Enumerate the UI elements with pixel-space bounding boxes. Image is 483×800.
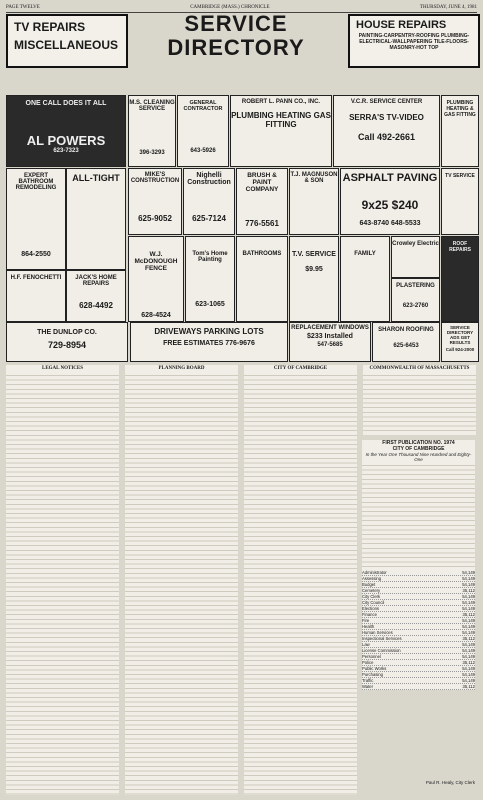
ad-windows-phone: 547-5685 [317,342,343,348]
ad-mikes-construction [128,168,182,235]
table-row-label: Police [362,660,374,665]
table-row-value: 54,149 [462,594,475,599]
table-row-label: Law [362,642,370,647]
ad-windows-title: REPLACEMENT WINDOWS [291,325,369,331]
title-line2: DIRECTORY [167,35,305,60]
ad-replacement-windows [289,322,371,362]
ad-plastering-phone: 623-2760 [402,303,429,309]
table-row-value: 54,149 [462,654,475,659]
ad-crowley-electric [391,236,440,278]
banner-left-line1: TV REPAIRS [14,20,86,34]
ad-jacks-home-repairs [66,270,126,322]
ad-powers-name: AL POWERS [26,133,106,148]
ad-tvservice-right-title: TV SERVICE [445,173,475,179]
ad-plastering-title: PLASTERING [396,283,435,289]
title-line1: SERVICE [184,11,288,36]
ad-sharon-title: SHARON ROOFING [378,327,434,333]
table-row-label: Public Works [362,666,387,671]
ad-fenochetti [6,270,66,322]
banner-left-line2: MISCELLANEOUS [14,38,119,52]
ad-crowley-title: Crowley Electric [392,241,439,247]
table-row-label: Assessing [362,576,382,581]
ad-tv-service [289,236,339,322]
notice-title: FIRST PUBLICATION NO. 1974 [382,440,455,446]
ad-vcr-service [333,95,440,167]
ad-powers-title: ONE CALL DOES IT ALL [25,100,107,107]
ad-toms-painting [185,236,235,322]
ad-general-contractor [177,95,229,167]
table-row-label: License Commission [362,648,401,653]
ad-bpm-title: THE DUNLOP CO. [37,329,97,336]
directory-title [130,12,342,66]
ad-roof-title: ROOF REPAIRS [449,241,471,253]
ad-dunlop [6,322,128,362]
ad-vcr-sub: SERRA'S TV-VIDEO [349,113,424,122]
column-1 [6,365,119,795]
table-row-label: Inspectional Services [362,636,402,641]
banner-right-line1: HOUSE REPAIRS [356,19,447,31]
ad-mikes-title: MIKE'S CONSTRUCTION [130,172,180,184]
column-2-head: PLANNING BOARD [125,365,238,372]
ad-vcr-phone: Call 492-2661 [357,132,416,142]
table-row-label: City Council [362,600,385,605]
ad-general-title: GENERAL CONTRACTOR [183,100,223,112]
ad-brush-title: BRUSH & PAINT COMPANY [245,172,279,193]
ad-sharon-roofing [372,322,440,362]
ad-ms-title: M.S. CLEANING SERVICE [129,100,175,112]
ad-sd-title: SERVICE DIRECTORY ADS GET RESULTS [446,325,474,345]
ad-driveways [130,322,288,362]
ad-expert-phone: 864-2550 [21,251,51,258]
table-row-label: Cemetery [362,588,381,593]
ad-all-tight [66,168,126,270]
ad-tvservice-price: $9.95 [305,266,323,273]
ad-pann-title: ROBERT L. PANN CO., INC. [241,99,321,105]
banner-right [348,14,480,68]
ad-jacks-title: JACK'S HOME REPAIRS [75,275,117,287]
table-row-value: 54,149 [462,600,475,605]
ad-tvservice-title: T.V. SERVICE [292,251,336,258]
column-3 [244,365,357,795]
ad-plumbing-right [441,95,479,167]
footer-signature: Paul R. Healy, City Clerk [425,780,475,785]
ad-toms-phone: 623-1065 [195,301,225,308]
table-row-label: Personnel [362,654,381,659]
notice-sub2: In the Year One Thousand Nine Hundred and Eighty-One [365,452,472,462]
banner-right-sub: PAINTING-CARPENTRY-ROOFING PLUMBING-ELECTRICAL-WALLPAPERING TILE-FLOORS-MASONRY-HOT TOP [358,33,470,51]
ad-driveways-title: DRIVEWAYS PARKING LOTS [154,327,264,336]
ad-nighelli-title: Nighelli Construction [187,172,231,186]
column-1-body [6,372,119,795]
ad-asphalt-phone: 643-8740 648-5533 [359,220,421,227]
ad-bathrooms-title: BATHROOMS [242,251,282,257]
ad-mikes-phone: 625-9052 [138,214,172,223]
table-row-value: 35,112 [462,660,475,665]
table-row-value: 54,149 [462,606,475,611]
table-row-value: 54,149 [462,648,475,653]
table-row-value: 54,149 [462,618,475,623]
table-row [362,684,475,690]
column-4 [363,365,476,435]
column-4-body [363,372,476,435]
page-number: PAGE TWELVE [6,4,40,10]
table-row-value: 54,149 [462,672,475,677]
table-row-label: Human Services [362,630,393,635]
notice-sub: CITY OF CAMBRIDGE [392,446,445,452]
publication-name: CAMBRIDGE (MASS.) CHRONICLE [190,4,270,10]
ad-magnuson [289,168,339,235]
table-row-value: 54,149 [462,570,475,575]
ad-jacks-phone: 628-4492 [79,301,113,310]
table-row-value: 54,149 [462,576,475,581]
ad-mcdonough-fence [128,236,184,322]
ad-general-phone: 643-5926 [190,148,216,154]
table-row-label: Traffic [362,678,374,683]
ad-brush-paint [236,168,288,235]
ad-nighelli-phone: 625-7124 [192,214,226,223]
ad-nighelli [183,168,235,235]
ad-alltight-title: ALL-TIGHT [72,173,120,183]
ad-mcdonough-phone: 628-4524 [141,312,171,319]
ad-windows-price: $233 Installed [307,333,353,340]
ad-plumbing-right-title: PLUMBING HEATING & GAS FITTING [444,100,476,118]
ad-service-directory [441,322,479,362]
ad-magnuson-title: T.J. MAGNUSON & SON [290,172,338,184]
table-row-value: 54,149 [462,642,475,647]
ad-fenochetti-title: H.F. FENOCHETTI [10,275,62,281]
ad-bpm-phone: 729-8954 [47,340,87,350]
column-2 [125,365,238,795]
ad-pann-sub: PLUMBING HEATING GAS FITTING [231,111,331,129]
table-row-label: Water [362,684,374,689]
ad-bathrooms [236,236,288,322]
table-row-label: Purchasing [362,672,383,677]
table-row-value: 54,149 [462,630,475,635]
ad-ms-cleaning [128,95,176,167]
table-row-label: Fire [362,618,370,623]
ad-asphalt-paving [340,168,440,235]
first-publication-notice [362,440,475,572]
ad-sharon-phone: 625-6453 [393,343,419,349]
ad-tv-service-right [441,168,479,235]
table-row-value: 35,112 [462,612,475,617]
ad-expert-title: EXPERT BATHROOM REMODELING [15,173,57,191]
ad-brush-phone: 776-5561 [245,219,279,228]
table-row-label: Budget [362,582,376,587]
ad-ms-phone: 396-3293 [139,150,165,156]
budget-table [362,570,475,690]
column-3-head: CITY OF CAMBRIDGE [244,365,357,372]
column-1-head: LEGAL NOTICES [6,365,119,372]
table-row-value: 35,112 [462,588,475,593]
column-3-body [244,372,357,795]
ad-asphalt-price: 9x25 $240 [361,198,419,212]
table-row-value: 35,112 [462,684,475,689]
publication-date: THURSDAY, JUNE 4, 1981 [419,4,477,10]
ad-al-powers [6,95,126,167]
ad-powers-phone: 623-7323 [53,148,79,154]
ad-sd-phone: Call 924-2000 [445,347,475,352]
table-row-label: City Clerk [362,594,381,599]
table-row-label: Finance [362,612,377,617]
column-2-body [125,372,238,795]
table-row-value: 54,149 [462,582,475,587]
table-row-value: 54,149 [462,666,475,671]
banner-left [6,14,128,68]
ad-plastering [391,278,440,322]
ad-family [340,236,390,322]
ad-mcdonough-title: W.J. McDONOUGH FENCE [134,251,178,272]
ad-vcr-title: V.C.R. SERVICE CENTER [350,99,423,105]
table-row-value: 35,112 [462,636,475,641]
ad-toms-title: Tom's Home Painting [192,251,228,263]
ad-asphalt-title: ASPHALT PAVING [342,172,438,184]
ad-driveways-phone: FREE ESTIMATES 776-9676 [163,340,255,347]
column-4-head: COMMONWEALTH OF MASSACHUSETTS [363,365,476,372]
ad-roof-repairs [441,236,479,322]
table-row-label: Elections [362,606,379,611]
ad-family-title: FAMILY [354,251,376,257]
ad-pann-plumbing [230,95,332,167]
table-row-value: 54,149 [462,624,475,629]
ad-expert-bathroom [6,168,66,270]
table-row-label: Administrator [362,570,387,575]
table-row-label: Health [362,624,375,629]
table-row-value: 54,149 [462,678,475,683]
